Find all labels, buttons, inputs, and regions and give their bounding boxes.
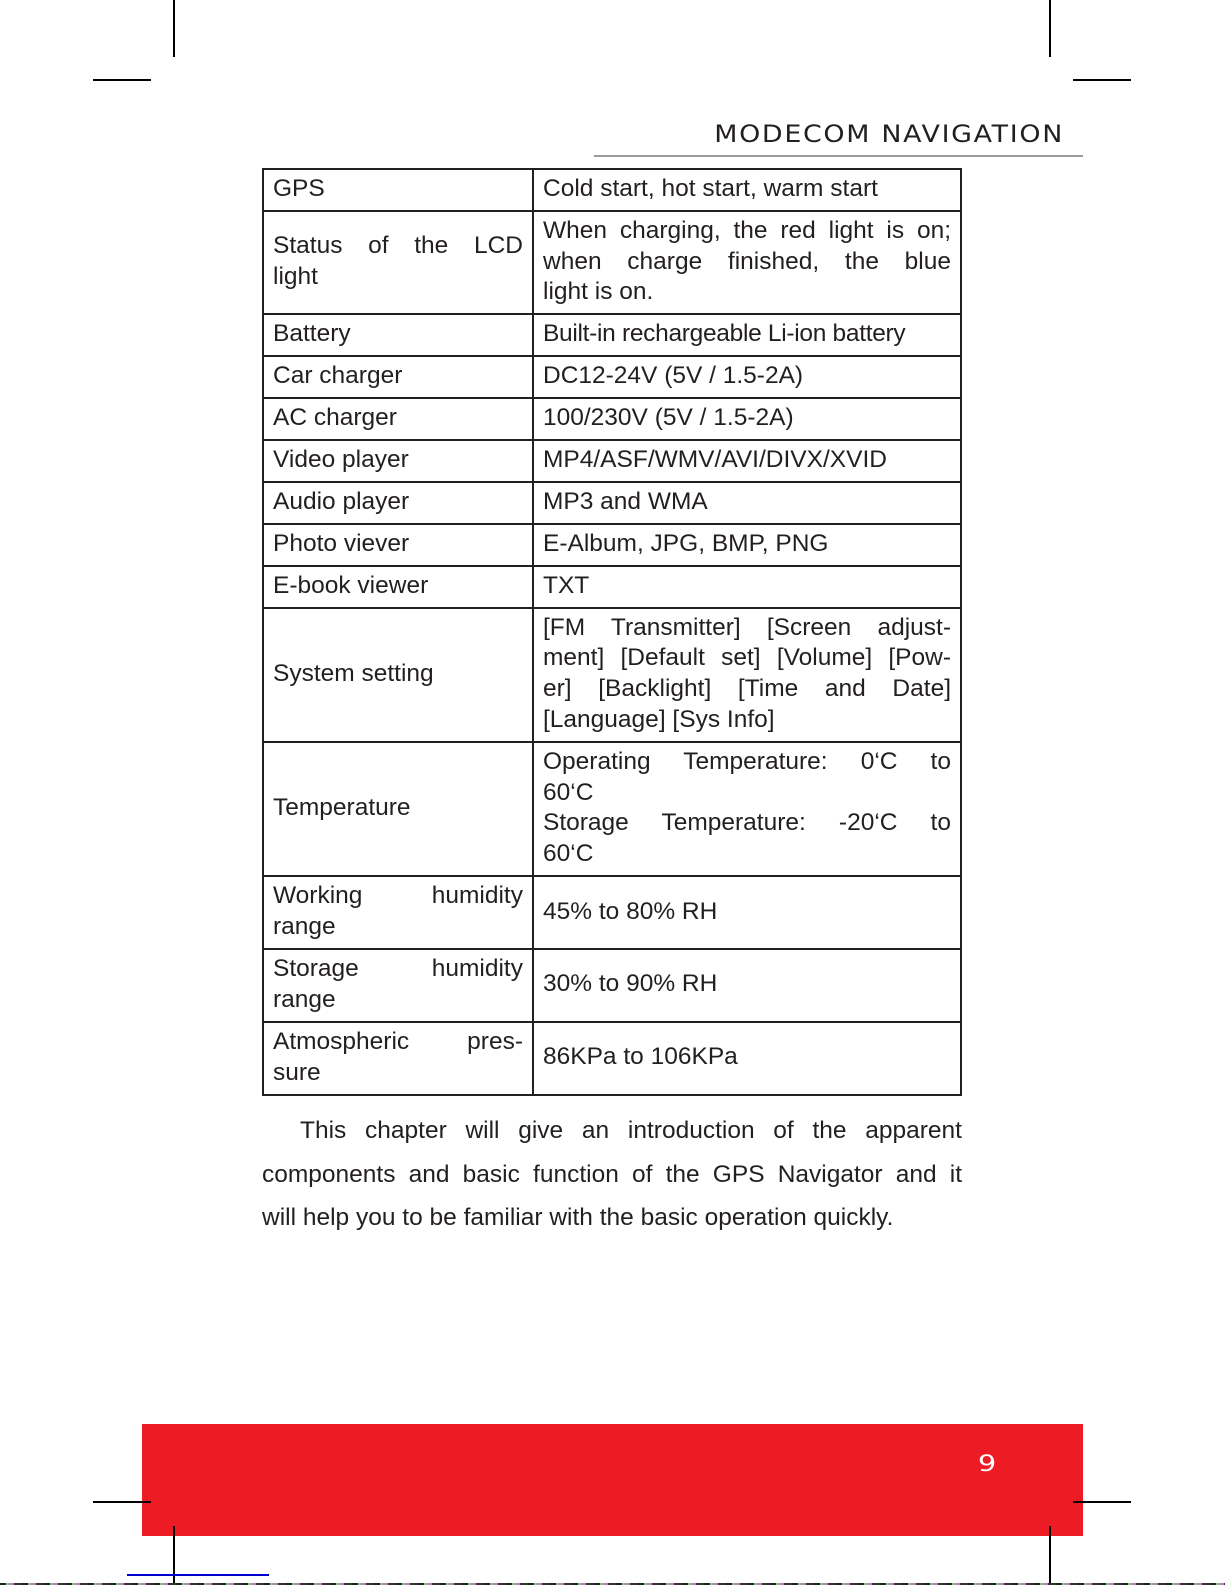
row-value: 30% to 90% RH <box>533 949 961 1022</box>
row-value: E-Album, JPG, BMP, PNG <box>533 524 961 566</box>
value-line: 60‘C <box>543 778 594 806</box>
value-line: [FM Transmitter] [Screen adjust- <box>543 613 951 641</box>
row-value: MP3 and WMA <box>533 482 961 524</box>
crop-mark-top-right-vertical <box>1049 0 1051 57</box>
page-number: 9 <box>978 1452 997 1477</box>
row-label: System setting <box>263 608 533 742</box>
table-row <box>263 876 961 949</box>
row-value: 100/230V (5V / 1.5-2A) <box>533 398 961 440</box>
specifications-table <box>262 168 962 1096</box>
table-row <box>263 742 961 876</box>
value-line: er] [Backlight] [Time and Date] <box>543 675 951 703</box>
row-label: Car charger <box>263 356 533 398</box>
row-value <box>533 608 961 742</box>
crop-mark-bottom-right-vertical <box>1049 1526 1051 1585</box>
header-rule <box>594 155 1083 157</box>
crop-mark-bottom-left-horizontal <box>93 1501 151 1503</box>
table-row <box>263 314 961 356</box>
intro-paragraph <box>262 1109 962 1240</box>
row-label: AC charger <box>263 398 533 440</box>
table-row <box>263 524 961 566</box>
row-value <box>533 211 961 314</box>
label-line: Storage humidity <box>273 954 523 982</box>
table-row <box>263 169 961 211</box>
table-row <box>263 1022 961 1095</box>
value-line: Operating Temperature: 0‘C to <box>543 747 951 775</box>
crop-mark-top-left-vertical <box>173 0 175 57</box>
paragraph-line: will help you to be familiar with the basic operation quickly. <box>262 1204 894 1231</box>
row-value: 45% to 80% RH <box>533 876 961 949</box>
footer-band <box>142 1424 1083 1536</box>
row-value: 86KPa to 106KPa <box>533 1022 961 1095</box>
table-row <box>263 211 961 314</box>
row-label <box>263 1022 533 1095</box>
row-label: E-book viewer <box>263 566 533 608</box>
row-label <box>263 876 533 949</box>
crop-mark-bottom-right-horizontal <box>1073 1501 1131 1503</box>
crop-mark-top-right-horizontal <box>1073 79 1131 81</box>
row-label <box>263 211 533 314</box>
value-line: light is on. <box>543 278 654 306</box>
row-value: DC12-24V (5V / 1.5-2A) <box>533 356 961 398</box>
row-value <box>533 742 961 876</box>
row-label <box>263 949 533 1022</box>
table-row <box>263 482 961 524</box>
table-row <box>263 608 961 742</box>
table-row <box>263 440 961 482</box>
label-line: Working humidity <box>273 882 523 910</box>
table-row <box>263 398 961 440</box>
value-line: Storage Temperature: -20‘C to <box>543 809 951 837</box>
label-line: Atmospheric pres- <box>273 1027 523 1055</box>
crop-mark-bottom-left-vertical <box>173 1526 175 1585</box>
row-label: Photo viever <box>263 524 533 566</box>
row-label: Audio player <box>263 482 533 524</box>
table-row <box>263 566 961 608</box>
row-label: Battery <box>263 314 533 356</box>
value-line: When charging, the red light is on; <box>543 216 951 244</box>
crop-mark-top-left-horizontal <box>93 79 151 81</box>
paragraph-line: components and basic function of the GPS Navigator and it <box>262 1160 962 1188</box>
blue-guide-line <box>127 1574 269 1576</box>
row-label: Video player <box>263 440 533 482</box>
label-line: range <box>273 985 336 1013</box>
label-line: light <box>273 262 318 290</box>
row-value: Cold start, hot start, warm start <box>533 169 961 211</box>
row-label: GPS <box>263 169 533 211</box>
row-label: Temperature <box>263 742 533 876</box>
value-line: [Language] [Sys Info] <box>543 705 775 733</box>
value-line: 60‘C <box>543 840 594 868</box>
label-line: range <box>273 912 336 940</box>
label-line: Status of the LCD <box>273 232 523 260</box>
table-row <box>263 356 961 398</box>
running-header-title: MODECOM NAVIGATION <box>714 120 1064 148</box>
row-value: Built-in rechargeable Li-ion battery <box>533 314 961 356</box>
table-row <box>263 949 961 1022</box>
row-value: MP4/ASF/WMV/AVI/DIVX/XVID <box>533 440 961 482</box>
label-line: sure <box>273 1058 321 1086</box>
paragraph-line: This chapter will give an introduction of the apparent <box>300 1117 962 1144</box>
value-line: ment] [Default set] [Volume] [Pow- <box>543 644 951 672</box>
value-line: when charge finished, the blue <box>543 247 951 275</box>
row-value: TXT <box>533 566 961 608</box>
